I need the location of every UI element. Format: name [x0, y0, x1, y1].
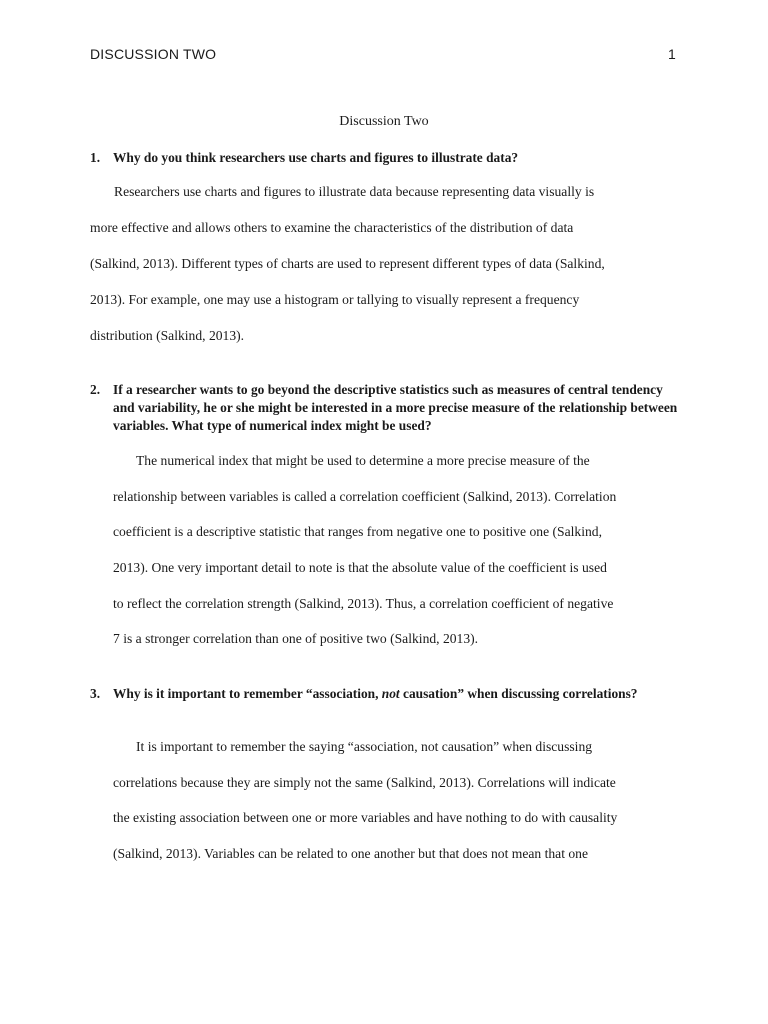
- answer-line: coefficient is a descriptive statistic that ranges from negative one to positive one (Salkind,: [113, 524, 602, 539]
- running-head: DISCUSSION TWO: [90, 46, 217, 62]
- answer-line: more effective and allows others to examine the characteristics of the distribution of data: [90, 220, 574, 235]
- answer-line: the existing association between one or more variables and have nothing to do with causality: [113, 810, 618, 825]
- answer-line: It is important to remember the saying “association, not causation” when discussing: [136, 739, 593, 754]
- answer-line: relationship between variables is called a correlation coefficient (Salkind, 2013). Correlation: [113, 489, 617, 504]
- emphasis-not: not: [381, 686, 400, 701]
- question-text: Why do you think researchers use charts and figures to illustrate data?: [113, 150, 519, 165]
- answer-line: correlations because they are simply not the same (Salkind, 2013). Correlations will indicate: [113, 775, 616, 790]
- answer-line: (Salkind, 2013). Variables can be related to one another but that does not mean that one: [113, 846, 589, 861]
- answer-line: (Salkind, 2013). Different types of charts are used to represent different types of data (Salkind,: [90, 256, 605, 271]
- answer-line: 2013). One very important detail to note is that the absolute value of the coefficient is used: [113, 560, 607, 575]
- answer-line: distribution (Salkind, 2013).: [90, 328, 245, 343]
- question-text: [113, 685, 680, 703]
- question-text-part: Why is it important to remember “association,: [113, 686, 382, 701]
- document-title: Discussion Two: [339, 114, 429, 129]
- question-number: 1.: [90, 150, 101, 165]
- answer-line: The numerical index that might be used to determine a more precise measure of the: [136, 453, 590, 468]
- answer-line: to reflect the correlation strength (Salkind, 2013). Thus, a correlation coefficient of negative: [113, 596, 614, 611]
- answer-line: 2013). For example, one may use a histogram or tallying to visually represent a frequency: [90, 292, 580, 307]
- answer-line: 7 is a stronger correlation than one of positive two (Salkind, 2013).: [113, 631, 479, 646]
- answer-line: Researchers use charts and figures to illustrate data because representing data visually is: [114, 184, 595, 199]
- page-number: 1: [668, 46, 676, 62]
- question-number: 3.: [90, 686, 101, 701]
- question-text: If a researcher wants to go beyond the descriptive statistics such as measures of central tendency and variability, he or she might be interested in a more precise measure of the relationship between variables. What type of numerical index might be used?: [113, 382, 678, 433]
- question-number: 2.: [90, 382, 101, 397]
- question-text-part: causation” when discussing correlations?: [399, 686, 638, 701]
